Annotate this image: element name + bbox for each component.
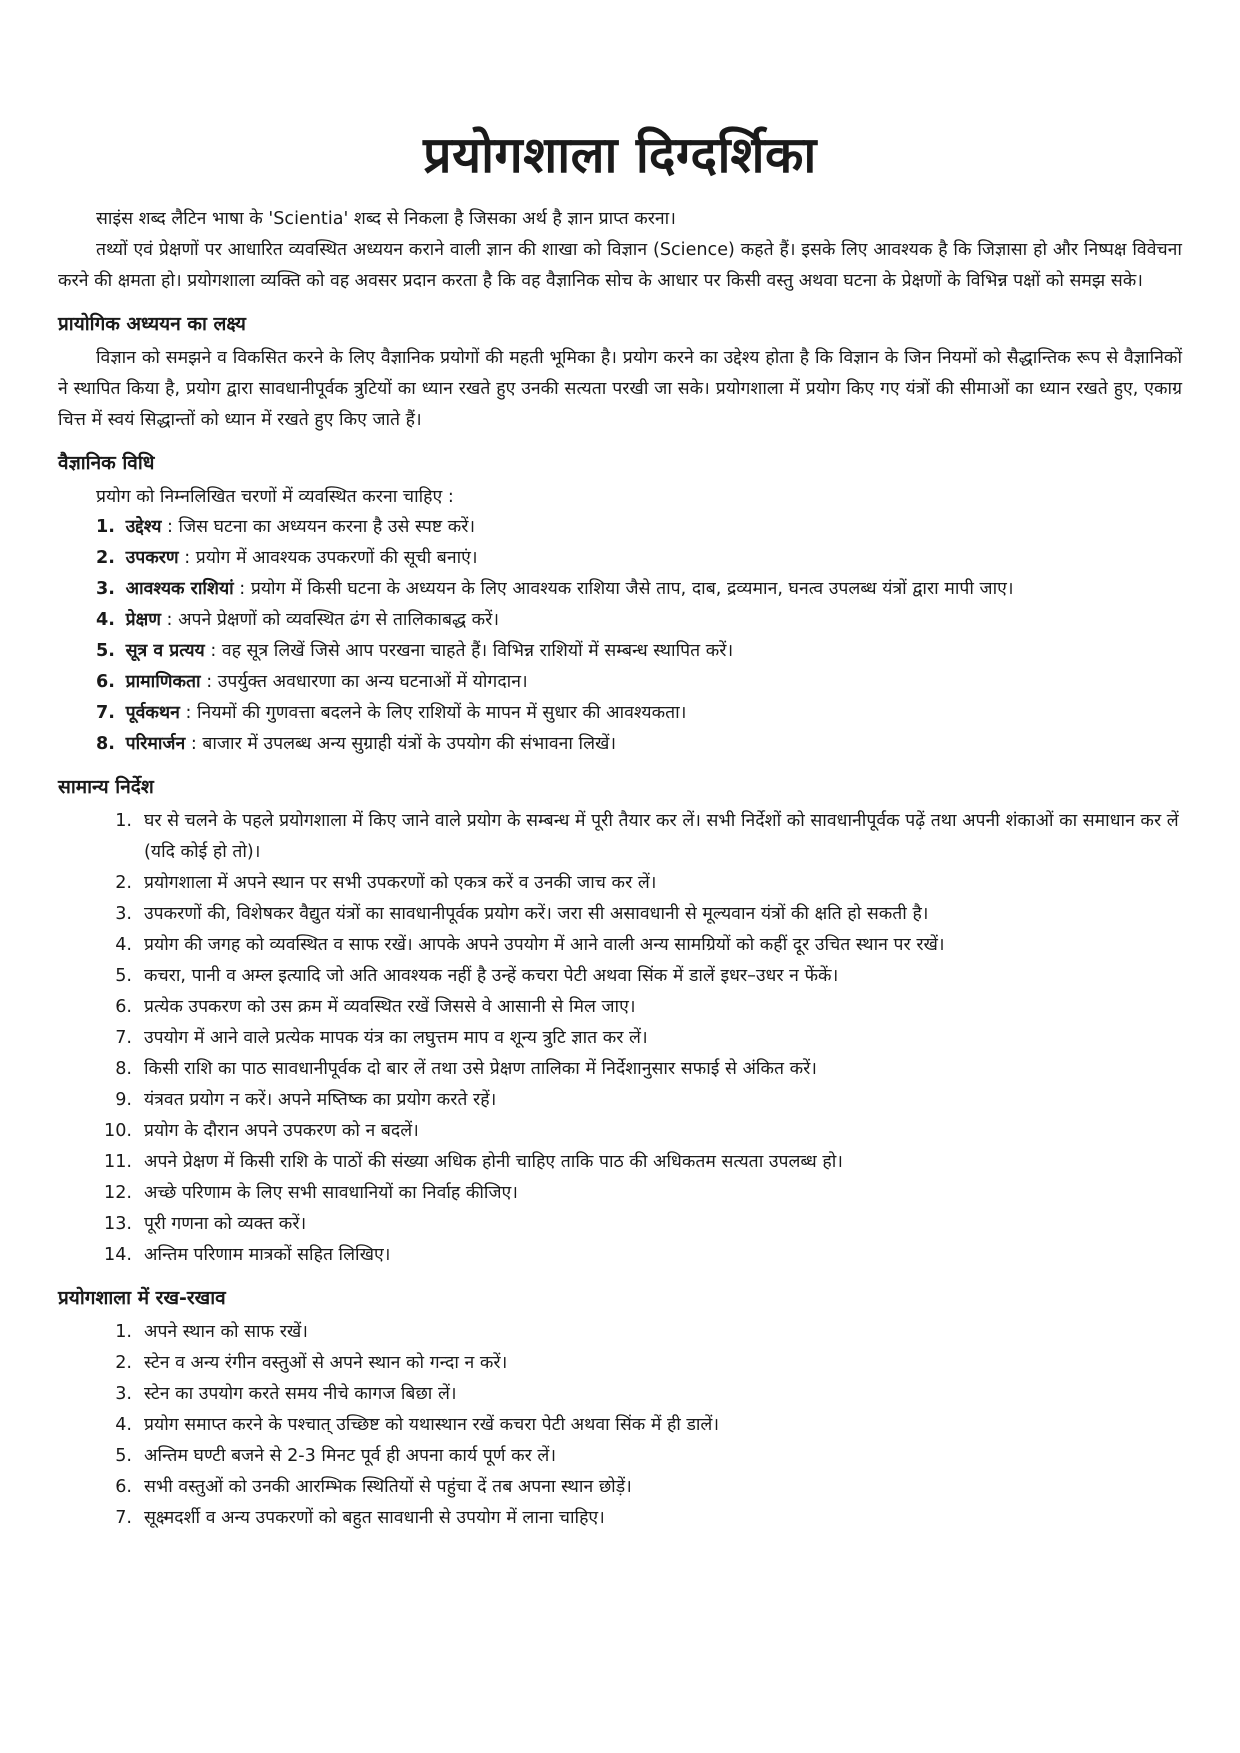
list-item: [84, 1085, 1182, 1116]
list-item: [84, 1410, 1182, 1441]
step-text: : जिस घटना का अध्ययन करना है उसे स्पष्ट करें।: [161, 517, 476, 537]
step-number: 1.: [96, 517, 115, 537]
section-heading-lab-maintenance: प्रयोगशाला में रख-रखाव: [58, 1287, 226, 1309]
item-text: अन्तिम परिणाम मात्रकों सहित लिखिए।: [144, 1245, 391, 1265]
item-text: अपने स्थान को साफ रखें।: [144, 1322, 308, 1342]
item-text: अन्तिम घण्टी बजने से 2-3 मिनट पूर्व ही अपना कार्य पूर्ण कर लें।: [144, 1446, 556, 1466]
list-item: [84, 930, 1182, 961]
list-item: [84, 1472, 1182, 1503]
item-text: सभी वस्तुओं को उनकी आरम्भिक स्थितियों से पहुंचा दें तब अपना स्थान छोड़ें।: [144, 1477, 632, 1497]
item-text: अच्छे परिणाम के लिए सभी सावधानियों का निर्वाह कीजिए।: [144, 1183, 518, 1203]
item-number: 6.: [115, 997, 132, 1017]
item-text: प्रयोग समाप्त करने के पश्चात् उच्छिष्ट को यथास्थान रखें कचरा पेटी अथवा सिंक में ही डालें।: [144, 1415, 720, 1435]
item-number: 4.: [115, 1415, 132, 1435]
general-instructions-list: [58, 806, 1182, 1271]
step-text: : प्रयोग में किसी घटना के अध्ययन के लिए आवश्यक राशिया जैसे ताप, दाब, द्रव्यमान, घनत्व उपलब्ध यंत्रों द्वारा मापी जाए।: [233, 579, 1014, 599]
intro-paragraph-2: तथ्यों एवं प्रेक्षणों पर आधारित व्यवस्थित अध्ययन कराने वाली ज्ञान की शाखा को विज्ञान (Science) कहते हैं। इसके लिए आवश्यक है कि जिज्ञासा हो और निष्पक्ष विवेचना करने की क्षमता हो। प्रयोगशाला व्यक्ति को वह अवसर प्रदान करता है कि वह वैज्ञानिक सोच के आधार पर किसी वस्तु अथवा घटना के प्रेक्षणों के विभिन्न पक्षों को समझ सके।: [58, 240, 1182, 291]
list-item: [84, 1317, 1182, 1348]
step-text: : प्रयोग में आवश्यक उपकरणों की सूची बनाएं।: [178, 548, 478, 568]
item-number: 12.: [104, 1183, 132, 1203]
item-text: प्रयोगशाला में अपने स्थान पर सभी उपकरणों को एकत्र करें व उनकी जाच कर लें।: [144, 873, 657, 893]
item-number: 1.: [115, 1322, 132, 1342]
item-text: अपने प्रेक्षण में किसी राशि के पाठों की संख्या अधिक होनी चाहिए ताकि पाठ की अधिकतम सत्यता उपलब्ध हो।: [144, 1152, 843, 1172]
step-term: प्रेक्षण: [125, 610, 161, 630]
list-item: [84, 1147, 1182, 1178]
list-item: [84, 1348, 1182, 1379]
item-text: सूक्ष्मदर्शी व अन्य उपकरणों को बहुत सावधानी से उपयोग में लाना चाहिए।: [144, 1508, 605, 1528]
page-title: प्रयोगशाला दिग्दर्शिका: [423, 126, 817, 184]
item-text: उपकरणों की, विशेषकर वैद्युत यंत्रों का सावधानीपूर्वक प्रयोग करें। जरा सी असावधानी से मूल्यवान यंत्रों की क्षति हो सकती है।: [144, 904, 929, 924]
step-term: उपकरण: [125, 548, 179, 568]
method-steps-list: [58, 512, 1182, 760]
item-number: 5.: [115, 966, 132, 986]
item-text: घर से चलने के पहले प्रयोगशाला में किए जाने वाले प्रयोग के सम्बन्ध में पूरी तैयार कर लें। सभी निर्देशों को सावधानीपूर्वक पढ़ें तथा अपनी शंकाओं का समाधान कर लें (यदि कोई हो तो)।: [144, 811, 1179, 862]
step-number: 6.: [96, 672, 115, 692]
step-number: 5.: [96, 641, 115, 661]
list-item: [84, 868, 1182, 899]
list-item: [84, 1441, 1182, 1472]
item-number: 14.: [104, 1245, 132, 1265]
item-text: स्टेन व अन्य रंगीन वस्तुओं से अपने स्थान को गन्दा न करें।: [144, 1353, 508, 1373]
item-number: 7.: [115, 1028, 132, 1048]
item-number: 11.: [104, 1152, 132, 1172]
step-number: 7.: [96, 703, 115, 723]
intro-paragraph-1: साइंस शब्द लैटिन भाषा के 'Scientia' शब्द से निकला है जिसका अर्थ है ज्ञान प्राप्त करना।: [96, 209, 676, 229]
method-intro: प्रयोग को निम्नलिखित चरणों में व्यवस्थित करना चाहिए :: [96, 487, 454, 507]
list-item: [96, 667, 1182, 698]
item-number: 8.: [115, 1059, 132, 1079]
list-item: [84, 806, 1182, 868]
list-item: [84, 992, 1182, 1023]
list-item: [84, 1240, 1182, 1271]
step-number: 4.: [96, 610, 115, 630]
step-text: : वह सूत्र लिखें जिसे आप परखना चाहते हैं। विभिन्न राशियों में सम्बन्ध स्थापित करें।: [204, 641, 734, 661]
list-item: [96, 698, 1182, 729]
list-item: [84, 899, 1182, 930]
step-text: : नियमों की गुणवत्ता बदलने के लिए राशियों के मापन में सुधार की आवश्यकता।: [179, 703, 687, 723]
list-item: [84, 1116, 1182, 1147]
item-number: 3.: [115, 1384, 132, 1404]
step-text: : उपर्युक्त अवधारणा का अन्य घटनाओं में योगदान।: [200, 672, 528, 692]
list-item: [96, 574, 1182, 605]
list-item: [84, 1023, 1182, 1054]
list-item: [96, 543, 1182, 574]
item-number: 1.: [115, 811, 132, 831]
item-number: 6.: [115, 1477, 132, 1497]
lab-maintenance-list: [58, 1317, 1182, 1534]
step-term: सूत्र व प्रत्यय: [125, 641, 205, 661]
item-text: कचरा, पानी व अम्ल इत्यादि जो अति आवश्यक नहीं है उन्हें कचरा पेटी अथवा सिंक में डालें इधर–उधर न फेंकें।: [144, 966, 839, 986]
section-heading-aim: प्रायोगिक अध्ययन का लक्ष्य: [58, 313, 246, 335]
step-term: उद्देश्य: [125, 517, 162, 537]
list-item: [84, 1178, 1182, 1209]
list-item: [84, 1209, 1182, 1240]
item-number: 10.: [104, 1121, 132, 1141]
list-item: [96, 512, 1182, 543]
item-text: उपयोग में आने वाले प्रत्येक मापक यंत्र का लघुत्तम माप व शून्य त्रुटि ज्ञात कर लें।: [144, 1028, 648, 1048]
item-text: प्रयोग की जगह को व्यवस्थित व साफ रखें। आपके अपने उपयोग में आने वाली अन्य सामग्रियों को कहीं दूर उचित स्थान पर रखें।: [144, 935, 945, 955]
step-term: प्रामाणिकता: [125, 672, 201, 692]
item-number: 3.: [115, 904, 132, 924]
section-heading-scientific-method: वैज्ञानिक विधि: [58, 452, 155, 474]
item-number: 13.: [104, 1214, 132, 1234]
step-term: आवश्यक राशियां: [125, 579, 234, 599]
item-number: 4.: [115, 935, 132, 955]
step-text: : अपने प्रेक्षणों को व्यवस्थित ढंग से तालिकाबद्ध करें।: [160, 610, 500, 630]
item-number: 7.: [115, 1508, 132, 1528]
list-item: [96, 605, 1182, 636]
item-text: किसी राशि का पाठ सावधानीपूर्वक दो बार लें तथा उसे प्रेक्षण तालिका में निर्देशानुसार सफाई से अंकित करें।: [144, 1059, 817, 1079]
item-text: स्टेन का उपयोग करते समय नीचे कागज बिछा लें।: [144, 1384, 457, 1404]
item-text: प्रत्येक उपकरण को उस क्रम में व्यवस्थित रखें जिससे वे आसानी से मिल जाए।: [144, 997, 636, 1017]
list-item: [96, 636, 1182, 667]
item-number: 2.: [115, 1353, 132, 1373]
step-term: परिमार्जन: [125, 734, 186, 754]
list-item: [96, 729, 1182, 760]
step-number: 3.: [96, 579, 115, 599]
list-item: [84, 1054, 1182, 1085]
list-item: [84, 1503, 1182, 1534]
item-text: यंत्रवत प्रयोग न करें। अपने मष्तिष्क का प्रयोग करते रहें।: [144, 1090, 497, 1110]
step-number: 8.: [96, 734, 115, 754]
item-text: प्रयोग के दौरान अपने उपकरण को न बदलें।: [144, 1121, 419, 1141]
list-item: [84, 1379, 1182, 1410]
step-text: : बाजार में उपलब्ध अन्य सुग्राही यंत्रों के उपयोग की संभावना लिखें।: [185, 734, 617, 754]
step-term: पूर्वकथन: [125, 703, 180, 723]
document-page: [58, 120, 1182, 1534]
step-number: 2.: [96, 548, 115, 568]
item-number: 5.: [115, 1446, 132, 1466]
aim-paragraph: विज्ञान को समझने व विकसित करने के लिए वैज्ञानिक प्रयोगों की महती भूमिका है। प्रयोग करने का उद्देश्य होता है कि विज्ञान के जिन नियमों को सैद्धान्तिक रूप से वैज्ञानिकों ने स्थापित किया है, प्रयोग द्वारा सावधानीपूर्वक त्रुटियों का ध्यान रखते हुए उनकी सत्यता परखी जा सके। प्रयोगशाला में प्रयोग किए गए यंत्रों की सीमाओं का ध्यान रखते हुए, एकाग्र चित्त में स्वयं सिद्धान्तों को ध्यान में रखते हुए किए जाते हैं।: [58, 348, 1183, 430]
section-heading-general-instructions: सामान्य निर्देश: [58, 776, 154, 798]
list-item: [84, 961, 1182, 992]
item-number: 2.: [115, 873, 132, 893]
item-text: पूरी गणना को व्यक्त करें।: [144, 1214, 307, 1234]
item-number: 9.: [115, 1090, 132, 1110]
